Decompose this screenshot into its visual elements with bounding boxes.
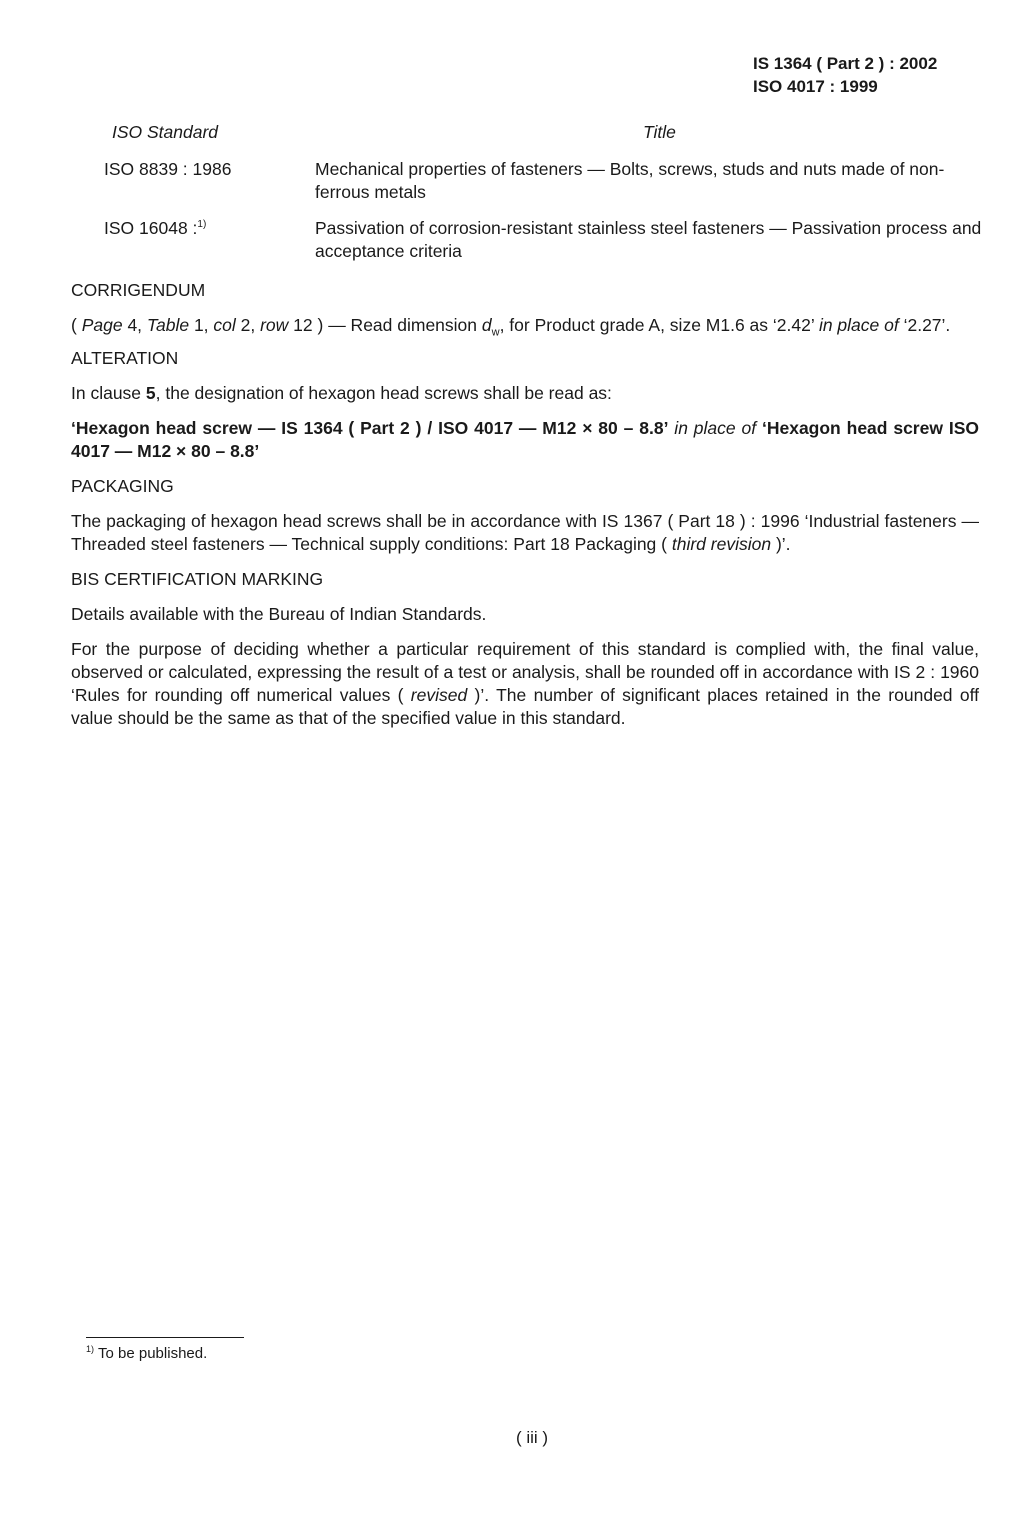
corrigendum-heading: CORRIGENDUM bbox=[71, 280, 206, 300]
standard-title: Mechanical properties of fasteners — Bolts, screws, studs and nuts made of non-ferrous metals bbox=[315, 159, 945, 202]
footnote-reference: 1) bbox=[197, 219, 207, 231]
footnote-divider bbox=[86, 1337, 244, 1338]
column-header-standard: ISO Standard bbox=[112, 122, 219, 142]
header-iso-number: ISO 4017 : 1999 bbox=[753, 77, 878, 96]
bis-certification-heading: BIS CERTIFICATION MARKING bbox=[71, 569, 324, 589]
standard-number: ISO 16048 :$^{1)}$ bbox=[104, 218, 207, 238]
corrigendum-text: ( Page 4, Table 1, col 2, row 12 ) — Read dimension $d_w$, for Product grade A, size M1.6 as ‘2.42’ in place of ‘2.27’. bbox=[71, 315, 951, 339]
designation-text: ‘Hexagon head screw — IS 1364 ( Part 2 ) / ISO 4017 — M12 × 80 – 8.8’ in place of ‘Hexagon head screw ISO 4017 — M12 × 80 – 8.8’ bbox=[71, 418, 979, 461]
footnote-mark: 1) bbox=[86, 1344, 95, 1354]
dimension-symbol: d bbox=[481, 315, 492, 335]
rounding-off-text: For the purpose of deciding whether a particular requirement of this standard is complied with, the final value, observed or calculated, expressing the result of a test or analysis, shall be rounded off in accordance with IS 2 : 1960 ‘Rules for rounding off numerical values ( revised )’. The number of significant places retained in the rounded off value should be the same as that of the specified value in this standard. bbox=[71, 639, 979, 728]
header-standard-number: IS 1364 ( Part 2 ) : 2002 bbox=[753, 54, 938, 73]
document-header bbox=[753, 52, 937, 98]
packaging-heading: PACKAGING bbox=[71, 476, 174, 496]
document-body bbox=[71, 279, 979, 742]
packaging-text: The packaging of hexagon head screws shall be in accordance with IS 1367 ( Part 18 ) : 1996 ‘Industrial fasteners — Threaded steel fasteners — Technical supply conditions: Part 18 Packaging ( third revision )’. bbox=[71, 511, 979, 554]
referenced-standards-table bbox=[72, 121, 982, 263]
column-header-title: Title bbox=[643, 122, 676, 142]
bis-details-text: Details available with the Bureau of Indian Standards. bbox=[71, 604, 487, 624]
footnote bbox=[86, 1344, 207, 1364]
standard-number: ISO 8839 : 1986 bbox=[104, 159, 232, 179]
footnote-text: To be published. bbox=[98, 1345, 208, 1362]
page-number: ( iii ) bbox=[515, 1428, 549, 1447]
table-header-row bbox=[72, 121, 982, 145]
table-row bbox=[72, 158, 982, 204]
table-row bbox=[72, 217, 982, 263]
standard-title: Passivation of corrosion-resistant stainless steel fasteners — Passivation process and acceptance criteria bbox=[315, 218, 982, 261]
alteration-text: In clause 5, the designation of hexagon head screws shall be read as: bbox=[71, 383, 612, 403]
alteration-heading: ALTERATION bbox=[71, 348, 179, 368]
